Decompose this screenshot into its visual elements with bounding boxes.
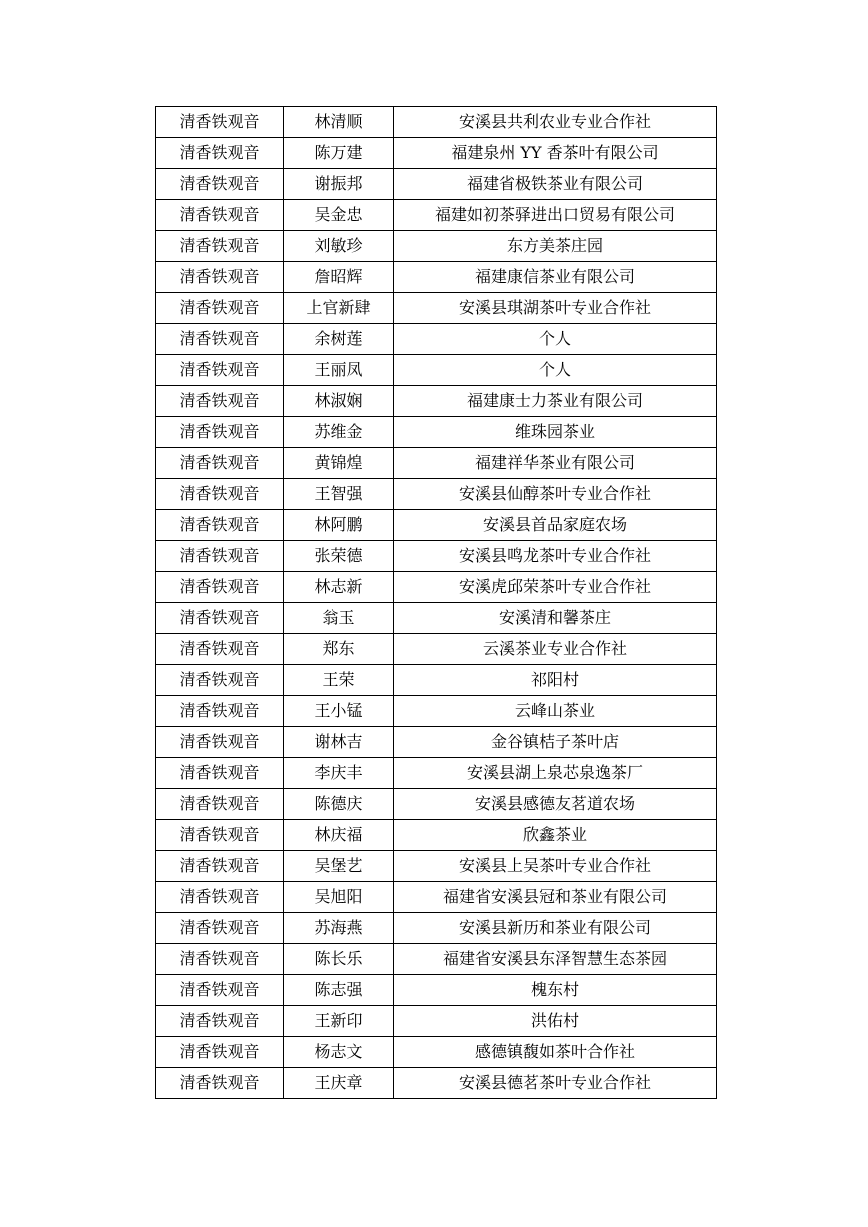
- organization-cell: 安溪县共利农业专业合作社: [394, 107, 717, 138]
- name-cell: 余树莲: [284, 324, 394, 355]
- table-row: [156, 231, 717, 262]
- variety-cell: 清香铁观音: [156, 262, 284, 293]
- variety-cell: 清香铁观音: [156, 541, 284, 572]
- name-cell: 吴金忠: [284, 200, 394, 231]
- table-row: [156, 1068, 717, 1099]
- table-row: [156, 1006, 717, 1037]
- name-cell: 吴旭阳: [284, 882, 394, 913]
- organization-cell: 安溪县湖上泉芯泉逸茶厂: [394, 758, 717, 789]
- table-row: [156, 603, 717, 634]
- organization-cell: 福建康信茶业有限公司: [394, 262, 717, 293]
- variety-cell: 清香铁观音: [156, 355, 284, 386]
- organization-cell: 安溪县新历和茶业有限公司: [394, 913, 717, 944]
- table-row: [156, 944, 717, 975]
- name-cell: 王庆章: [284, 1068, 394, 1099]
- variety-cell: 清香铁观音: [156, 448, 284, 479]
- name-cell: 郑东: [284, 634, 394, 665]
- table-row: [156, 200, 717, 231]
- organization-cell: 安溪县鸣龙茶叶专业合作社: [394, 541, 717, 572]
- variety-cell: 清香铁观音: [156, 696, 284, 727]
- organization-cell: 金谷镇桔子茶叶店: [394, 727, 717, 758]
- organization-cell: 安溪县琪湖茶叶专业合作社: [394, 293, 717, 324]
- name-cell: 王新印: [284, 1006, 394, 1037]
- organization-cell: 感德镇馥如茶叶合作社: [394, 1037, 717, 1068]
- variety-cell: 清香铁观音: [156, 386, 284, 417]
- organization-cell: 福建泉州 YY 香茶叶有限公司: [394, 138, 717, 169]
- table-row: [156, 386, 717, 417]
- organization-cell: 槐东村: [394, 975, 717, 1006]
- table-row: [156, 262, 717, 293]
- variety-cell: 清香铁观音: [156, 665, 284, 696]
- organization-cell: 福建康士力茶业有限公司: [394, 386, 717, 417]
- variety-cell: 清香铁观音: [156, 293, 284, 324]
- organization-cell: 安溪虎邱荣茶叶专业合作社: [394, 572, 717, 603]
- table-row: [156, 510, 717, 541]
- name-cell: 陈德庆: [284, 789, 394, 820]
- name-cell: 陈万建: [284, 138, 394, 169]
- variety-cell: 清香铁观音: [156, 1006, 284, 1037]
- variety-cell: 清香铁观音: [156, 1068, 284, 1099]
- organization-cell: 福建省安溪县东泽智慧生态茶园: [394, 944, 717, 975]
- name-cell: 刘敏珍: [284, 231, 394, 262]
- table-row: [156, 727, 717, 758]
- table-row: [156, 169, 717, 200]
- organization-cell: 个人: [394, 324, 717, 355]
- table-row: [156, 448, 717, 479]
- name-cell: 吴堡艺: [284, 851, 394, 882]
- variety-cell: 清香铁观音: [156, 727, 284, 758]
- organization-cell: 个人: [394, 355, 717, 386]
- table-row: [156, 541, 717, 572]
- table-row: [156, 975, 717, 1006]
- name-cell: 李庆丰: [284, 758, 394, 789]
- table-row: [156, 665, 717, 696]
- variety-cell: 清香铁观音: [156, 324, 284, 355]
- name-cell: 张荣德: [284, 541, 394, 572]
- name-cell: 林阿鹏: [284, 510, 394, 541]
- variety-cell: 清香铁观音: [156, 634, 284, 665]
- variety-cell: 清香铁观音: [156, 572, 284, 603]
- table-row: [156, 789, 717, 820]
- table-row: [156, 355, 717, 386]
- organization-cell: 安溪县感德友茗道农场: [394, 789, 717, 820]
- organization-cell: 安溪清和馨茶庄: [394, 603, 717, 634]
- variety-cell: 清香铁观音: [156, 944, 284, 975]
- table-row: [156, 882, 717, 913]
- name-cell: 上官新肆: [284, 293, 394, 324]
- name-cell: 林淑娴: [284, 386, 394, 417]
- name-cell: 谢林吉: [284, 727, 394, 758]
- table-row: [156, 820, 717, 851]
- organization-cell: 云溪茶业专业合作社: [394, 634, 717, 665]
- organization-cell: 安溪县上吴茶叶专业合作社: [394, 851, 717, 882]
- table-row: [156, 479, 717, 510]
- name-cell: 林志新: [284, 572, 394, 603]
- variety-cell: 清香铁观音: [156, 851, 284, 882]
- organization-cell: 欣鑫茶业: [394, 820, 717, 851]
- variety-cell: 清香铁观音: [156, 510, 284, 541]
- name-cell: 陈志强: [284, 975, 394, 1006]
- table-row: [156, 324, 717, 355]
- variety-cell: 清香铁观音: [156, 882, 284, 913]
- organization-cell: 云峰山茶业: [394, 696, 717, 727]
- name-cell: 王荣: [284, 665, 394, 696]
- table-row: [156, 293, 717, 324]
- organization-cell: 安溪县仙醇茶叶专业合作社: [394, 479, 717, 510]
- organization-cell: 安溪县首品家庭农场: [394, 510, 717, 541]
- variety-cell: 清香铁观音: [156, 107, 284, 138]
- table-row: [156, 1037, 717, 1068]
- name-cell: 王小锰: [284, 696, 394, 727]
- variety-cell: 清香铁观音: [156, 820, 284, 851]
- variety-cell: 清香铁观音: [156, 1037, 284, 1068]
- organization-cell: 福建省安溪县冠和茶业有限公司: [394, 882, 717, 913]
- table-row: [156, 851, 717, 882]
- name-cell: 杨志文: [284, 1037, 394, 1068]
- name-cell: 詹昭辉: [284, 262, 394, 293]
- variety-cell: 清香铁观音: [156, 975, 284, 1006]
- participant-table: [155, 106, 717, 1099]
- name-cell: 翁玉: [284, 603, 394, 634]
- table-row: [156, 696, 717, 727]
- variety-cell: 清香铁观音: [156, 758, 284, 789]
- name-cell: 陈长乐: [284, 944, 394, 975]
- table-row: [156, 572, 717, 603]
- variety-cell: 清香铁观音: [156, 200, 284, 231]
- organization-cell: 福建如初茶驿进出口贸易有限公司: [394, 200, 717, 231]
- name-cell: 王智强: [284, 479, 394, 510]
- table-row: [156, 107, 717, 138]
- organization-cell: 东方美茶庄园: [394, 231, 717, 262]
- organization-cell: 祁阳村: [394, 665, 717, 696]
- table-body: [156, 107, 717, 1099]
- organization-cell: 福建祥华茶业有限公司: [394, 448, 717, 479]
- name-cell: 苏海燕: [284, 913, 394, 944]
- variety-cell: 清香铁观音: [156, 789, 284, 820]
- name-cell: 林清顺: [284, 107, 394, 138]
- table-row: [156, 417, 717, 448]
- variety-cell: 清香铁观音: [156, 479, 284, 510]
- name-cell: 王丽凤: [284, 355, 394, 386]
- table-row: [156, 634, 717, 665]
- variety-cell: 清香铁观音: [156, 603, 284, 634]
- variety-cell: 清香铁观音: [156, 169, 284, 200]
- table-row: [156, 913, 717, 944]
- name-cell: 谢振邦: [284, 169, 394, 200]
- name-cell: 黄锦煌: [284, 448, 394, 479]
- name-cell: 苏维金: [284, 417, 394, 448]
- variety-cell: 清香铁观音: [156, 913, 284, 944]
- organization-cell: 福建省极铁茶业有限公司: [394, 169, 717, 200]
- name-cell: 林庆福: [284, 820, 394, 851]
- organization-cell: 洪佑村: [394, 1006, 717, 1037]
- organization-cell: 维珠园茶业: [394, 417, 717, 448]
- organization-cell: 安溪县德茗茶叶专业合作社: [394, 1068, 717, 1099]
- variety-cell: 清香铁观音: [156, 138, 284, 169]
- table-row: [156, 758, 717, 789]
- table-row: [156, 138, 717, 169]
- variety-cell: 清香铁观音: [156, 231, 284, 262]
- variety-cell: 清香铁观音: [156, 417, 284, 448]
